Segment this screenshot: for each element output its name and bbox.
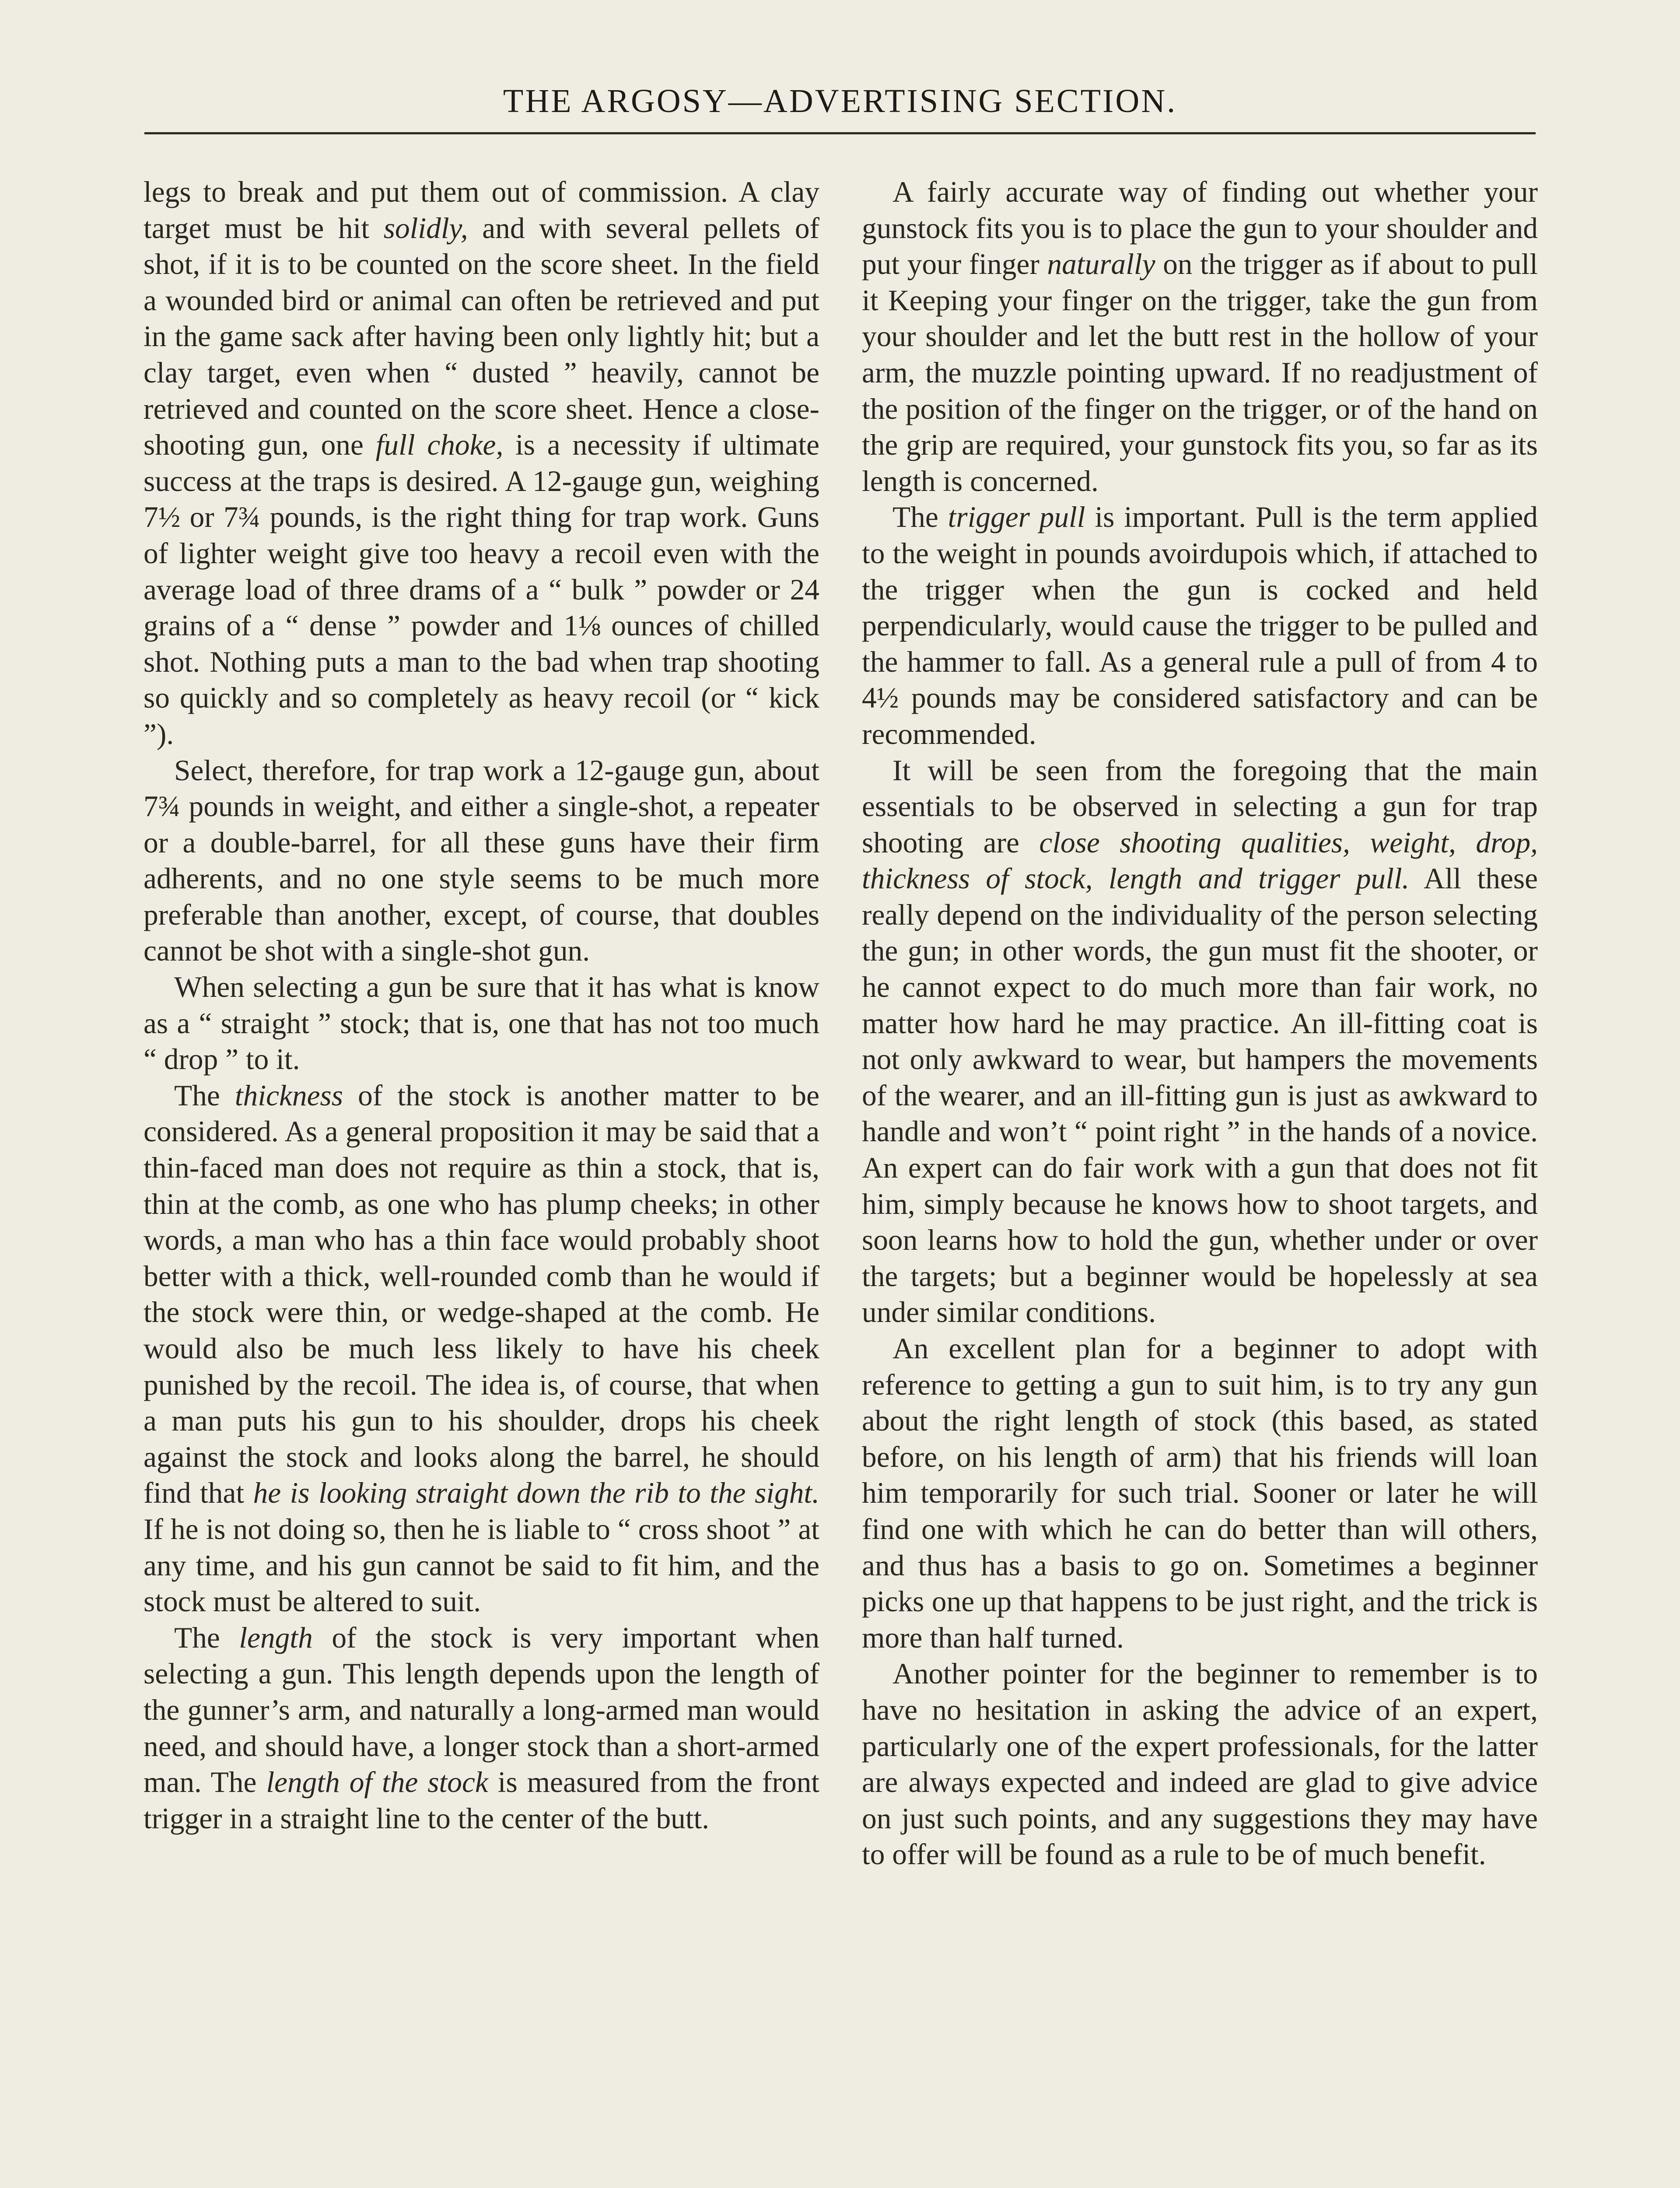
header-rule bbox=[144, 132, 1536, 134]
paragraph: When selecting a gun be sure that it has what is know as a “ straight ” stock; that is, one that has not too much “ drop ” to it. bbox=[144, 971, 819, 1076]
paragraph: It will be seen from the foregoing that the main essentials to be observed in selecting a gun for trap shooting are close shooting qualities, weight, drop, thickness of stock, length and trigger pull. All these really depend on the individuality of the person selecting the gun; in other words, the gun must fit the shooter, or he cannot expect to do much more than fair work, no matter how hard he may practice. An ill-fitting coat is not only awkward to wear, but hampers the movements of the wearer, and an ill-fitting gun is just as awkward to handle and won’t “ point right ” in the hands of a novice. An expert can do fair work with a gun that does not fit him, simply because he knows how to shoot targets, and soon learns how to hold the gun, whether under or over the targets; but a beginner would be hopelessly at sea under similar conditions. bbox=[862, 754, 1538, 1329]
running-title: THE ARGOSY—ADVERTISING SECTION. bbox=[503, 83, 1177, 119]
paragraph: The trigger pull is important. Pull is the term applied to the weight in pounds avoirdupois which, if attached to the trigger when the gun is cocked and held perpendicularly, would cause the trigger to be pulled and the hammer to fall. As a general rule a pull of from 4 to 4½ pounds may be considered satisfactory and can be recommended. bbox=[862, 501, 1538, 750]
paragraph: Another pointer for the beginner to remember is to have no hesitation in asking the advice of an expert, particularly one of the expert professionals, for the latter are always expected and indeed are glad to give advice on just such points, and any suggestions they may have to offer will be found as a rule to be of much benefit. bbox=[862, 1657, 1538, 1871]
paragraph: A fairly accurate way of finding out whether your gunstock fits you is to place the gun to your shoulder and put your finger naturally on the trigger as if about to pull it Keeping your finger on the trigger, take the gun from your shoulder and let the butt rest in the hollow of your arm, the muzzle pointing upward. If no readjustment of the position of the finger on the trigger, or of the hand on the grip are required, your gunstock fits you, so far as its length is concerned. bbox=[862, 175, 1538, 498]
paragraph: An excellent plan for a beginner to adopt with reference to getting a gun to suit him, is to try any gun about the right length of stock (this based, as stated before, on his length of arm) that his friends will loan him temporarily for such trial. Sooner or later he will find one with which he can do better than will others, and thus has a basis to go on. Sometimes a beginner picks one up that happens to be just right, and the trick is more than half turned. bbox=[862, 1332, 1538, 1654]
left-column bbox=[144, 174, 819, 1837]
paragraph: legs to break and put them out of commission. A clay target must be hit solidly, and with several pellets of shot, if it is to be counted on the score sheet. In the field a wounded bird or animal can often be retrieved and put in the game sack after having been only lightly hit; but a clay target, even when “ dusted ” heavily, cannot be retrieved and counted on the score sheet. Hence a close-shooting gun, one full choke, is a necessity if ultimate success at the traps is desired. A 12-gauge gun, weighing 7½ or 7¾ pounds, is the right thing for trap work. Guns of lighter weight give too heavy a recoil even with the average load of three drams of a “ bulk ” powder or 24 grains of a “ dense ” powder and 1⅛ ounces of chilled shot. Nothing puts a man to the bad when trap shooting so quickly and so completely as heavy recoil (or “ kick ”). bbox=[144, 175, 819, 750]
right-column bbox=[862, 174, 1538, 1873]
paragraph: The thickness of the stock is another matter to be considered. As a general proposition it may be said that a thin-faced man does not require as thin a stock, that is, thin at the comb, as one who has plump cheeks; in other words, a man who has a thin face would probably shoot better with a thick, well-rounded comb than he would if the stock were thin, or wedge-shaped at the comb. He would also be much less likely to have his cheek punished by the recoil. The idea is, of course, that when a man puts his gun to his shoulder, drops his cheek against the stock and looks along the barrel, he should find that he is looking straight down the rib to the sight. If he is not doing so, then he is liable to “ cross shoot ” at any time, and his gun cannot be said to fit him, and the stock must be altered to suit. bbox=[144, 1079, 819, 1618]
paragraph: Select, therefore, for trap work a 12-gauge gun, about 7¾ pounds in weight, and either a single-shot, a repeater or a double-barrel, for all these guns have their firm adherents, and no one style seems to be much more preferable than another, except, of course, that doubles cannot be shot with a single-shot gun. bbox=[144, 754, 819, 968]
paragraph: The length of the stock is very important when selecting a gun. This length depends upon the length of the gunner’s arm, and naturally a long-armed man would need, and should have, a longer stock than a short-armed man. The length of the stock is measured from the front trigger in a straight line to the center of the butt. bbox=[144, 1621, 820, 1835]
